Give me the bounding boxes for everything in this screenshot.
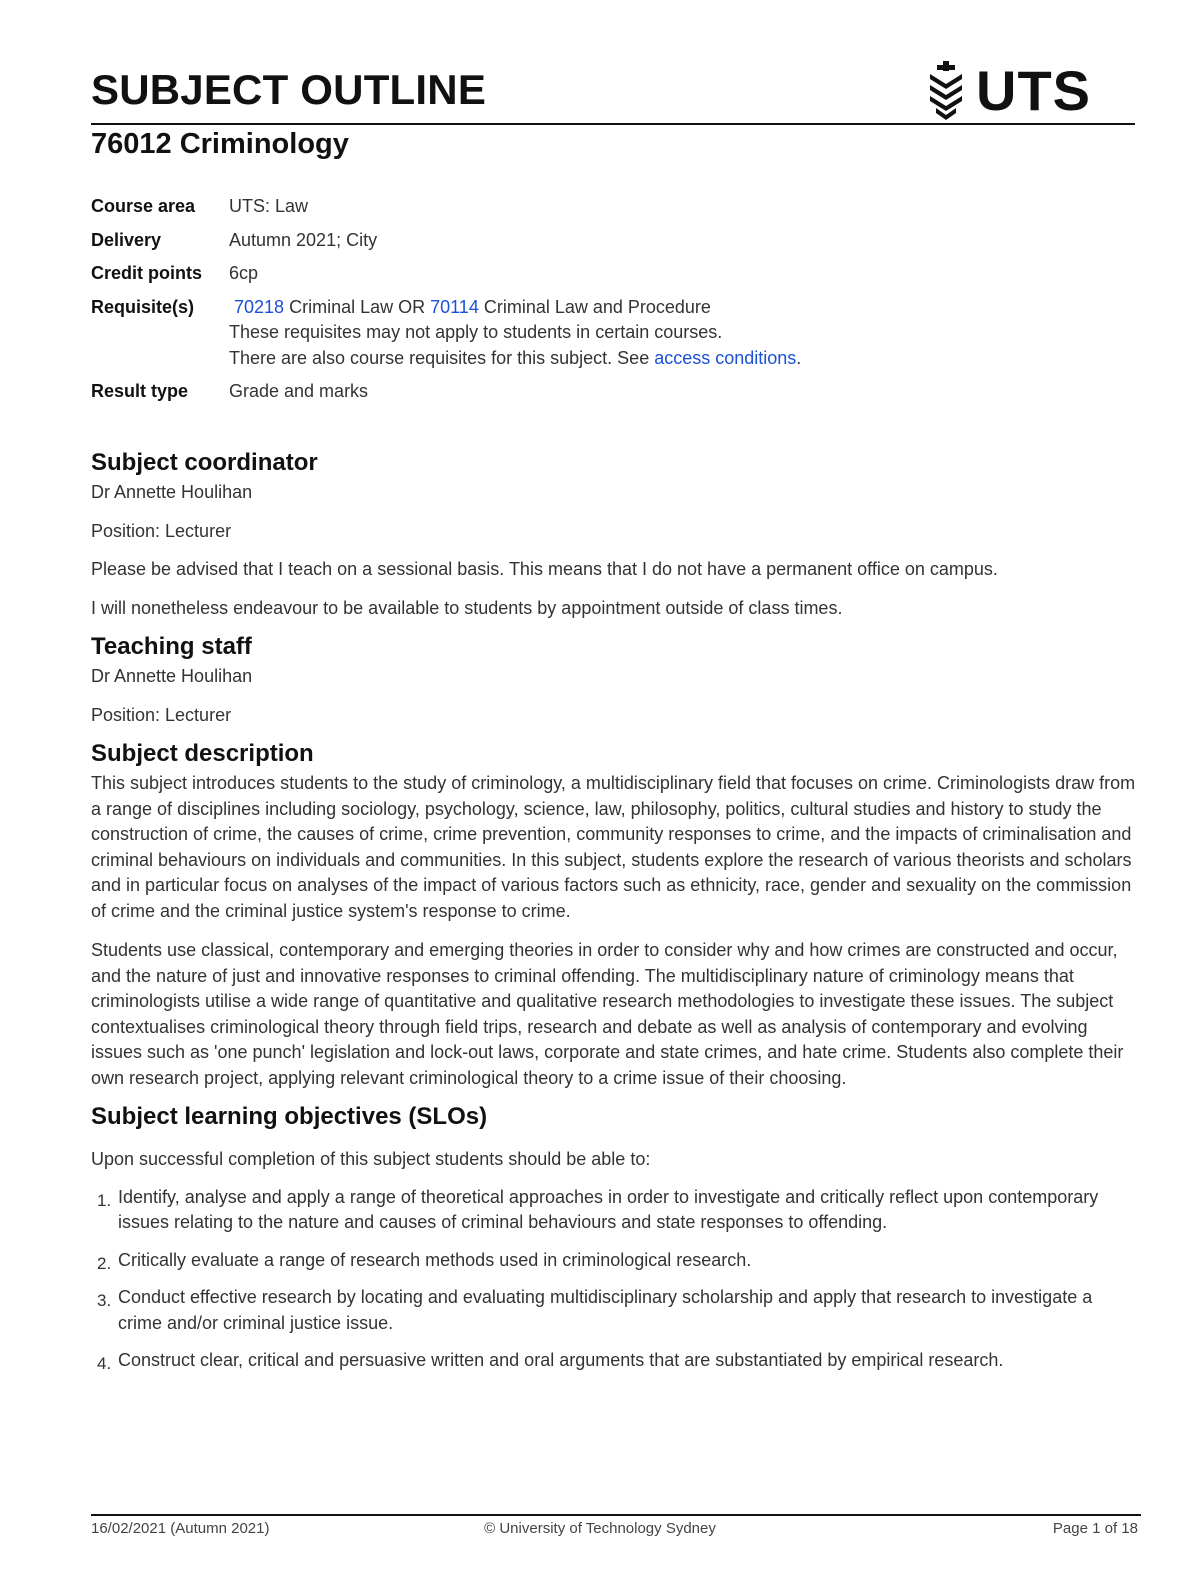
footer-date: 16/02/2021 (Autumn 2021)	[91, 1520, 270, 1537]
objective-item	[91, 1185, 1136, 1236]
requisites-line-1	[229, 295, 801, 321]
result-type-row	[91, 379, 1131, 405]
requisites-value	[229, 295, 801, 372]
course-area-value: UTS: Law	[229, 196, 309, 216]
objective-item	[91, 1348, 1136, 1374]
requisites-line-3-prefix: There are also course requisites for this subject. See	[229, 347, 655, 368]
objective-text: Conduct effective research by locating and evaluating multidisciplinary scholarship and apply that research to investigate a crime and/or criminal justice issue.	[118, 1287, 1093, 1333]
staff-name: Dr Annette Houlihan	[91, 666, 253, 686]
requisites-line-2: These requisites may not apply to students in certain courses.	[229, 322, 723, 342]
header-divider	[91, 123, 1135, 125]
objectives-list	[91, 1185, 1136, 1374]
access-conditions-link[interactable]: access conditions	[654, 347, 797, 368]
footer-page-number: Page 1 of 18	[1052, 1520, 1138, 1537]
subject-info-table	[91, 194, 1131, 413]
credit-points-label: Credit points	[91, 263, 202, 283]
uts-logo	[926, 58, 1096, 124]
subject-description-heading: Subject description	[91, 740, 314, 767]
page-title: SUBJECT OUTLINE	[91, 66, 487, 113]
requisite-70114-link[interactable]: 70114	[430, 296, 479, 317]
result-type-value: Grade and marks	[229, 381, 369, 401]
objective-number: 2.	[97, 1253, 112, 1273]
main-content	[91, 446, 1136, 1374]
objective-number: 1.	[97, 1190, 112, 1210]
credit-points-row	[91, 261, 1131, 287]
objective-text: Construct clear, critical and persuasive written and oral arguments that are substantiated by empirical research.	[118, 1350, 1004, 1370]
requisites-line-3-suffix: .	[796, 347, 802, 368]
requisites-line-3	[229, 346, 801, 372]
objective-text: Identify, analyse and apply a range of theoretical approaches in order to investigate and critically reflect upon contemporary issues relating to the nature and causes of criminal behaviours and state responses to offending.	[118, 1186, 1099, 1232]
objective-item	[91, 1285, 1136, 1336]
delivery-label: Delivery	[91, 229, 162, 250]
coordinator-name: Dr Annette Houlihan	[91, 482, 253, 502]
description-paragraph-2: Students use classical, contemporary and emerging theories in order to consider why and how crimes are constructed and occur, and the nature of just and innovative responses to criminal offending. The multidisciplinary nature of criminology means that criminologists utilise a wide range of quantitative and qualitative research methodologies to investigate these issues. The subject contextualises criminological theory through field trips, research and debate as well as analysis of contemporary and evolving issues such as 'one punch' legislation and lock-out laws, corporate and state crimes, and hate crime. Students also complete their own research project, applying relevant criminological theory to a crime issue of their choosing.	[91, 940, 1124, 1088]
staff-position: Position: Lecturer	[91, 704, 232, 725]
requisites-label: Requisite(s)	[91, 296, 195, 317]
requisite-70218-link[interactable]: 70218	[234, 296, 285, 317]
requisite-text-1: Criminal Law OR	[284, 296, 431, 317]
requisite-text-2: Criminal Law and Procedure	[478, 296, 711, 317]
credit-points-value: 6cp	[229, 263, 259, 283]
footer-copyright: © University of Technology Sydney	[484, 1520, 716, 1537]
coordinator-note-2: I will nonetheless endeavour to be available to students by appointment outside of class times.	[91, 597, 843, 618]
requisites-row	[91, 295, 1131, 372]
course-area-label: Course area	[91, 196, 196, 216]
teaching-staff-heading: Teaching staff	[91, 633, 252, 660]
objective-number: 4.	[97, 1354, 112, 1373]
objective-text: Critically evaluate a range of research methods used in criminological research.	[118, 1249, 752, 1270]
subject-title: 76012 Criminology	[91, 128, 349, 160]
footer-divider	[91, 1514, 1141, 1516]
objectives-intro: Upon successful completion of this subject students should be able to:	[91, 1149, 651, 1169]
result-type-label: Result type	[91, 381, 189, 401]
description-paragraph-1: This subject introduces students to the study of criminology, a multidisciplinary field that focuses on crime. Criminologists draw from a range of disciplines including sociology, psychology, science, law, philosophy, politics, cultural studies and history to study the construction of crime, the causes of crime, crime prevention, community responses to crime, and the impacts of criminalisation and criminal behaviours on individuals and communities. In this subject, students explore the research of various theorists and scholars and in particular focus on analyses of the impact of various factors such as ethnicity, race, gender and sexuality on the commission of crime and the criminal justice system's response to crime.	[91, 773, 1136, 921]
delivery-value: Autumn 2021; City	[229, 229, 378, 250]
uts-crest-icon	[926, 58, 966, 124]
objective-number: 3.	[97, 1291, 112, 1310]
objective-item	[91, 1248, 1136, 1274]
delivery-row	[91, 228, 1131, 254]
course-area-row	[91, 194, 1131, 220]
subject-coordinator-heading: Subject coordinator	[91, 449, 318, 476]
learning-objectives-heading: Subject learning objectives (SLOs)	[91, 1103, 488, 1130]
coordinator-note-1: Please be advised that I teach on a sessional basis. This means that I do not have a permanent office on campus.	[91, 559, 998, 579]
coordinator-position: Position: Lecturer	[91, 520, 232, 541]
uts-logo-text: UTS	[976, 59, 1091, 122]
